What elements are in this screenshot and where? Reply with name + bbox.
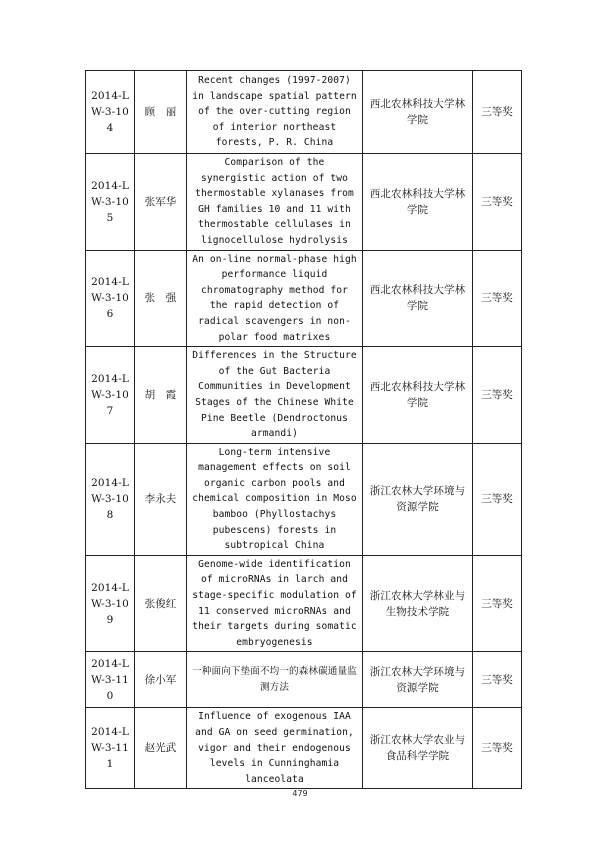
paper-title: An on-line normal-phase high performance liquid chromatography method for the rapid detection of radical scavengers in non-polar food matrixes [187, 250, 363, 347]
author-name: 赵光武 [135, 708, 187, 789]
paper-title: Comparison of the synergistic action of two thermostable xylanases from GH families 10 and 11 with thermostable cellulases in lignocellulose hydrolysis [187, 154, 363, 251]
project-code: 2014-L W-3-10 4 [86, 71, 135, 154]
paper-title: Long-term intensive management effects on soil organic carbon pools and chemical composition in Moso bamboo (Phyllostachys pubescens) forests in subtropical China [187, 443, 363, 555]
project-code: 2014-L W-3-11 1 [86, 708, 135, 789]
award-level: 三等奖 [473, 708, 522, 789]
author-name: 李永夫 [135, 443, 187, 555]
author-name: 张 强 [135, 250, 187, 347]
award-level: 三等奖 [473, 555, 522, 652]
table-row [86, 708, 522, 789]
table-row [86, 652, 522, 708]
institution: 西北农林科技大学林学院 [363, 71, 473, 154]
award-level: 三等奖 [473, 652, 522, 708]
project-code: 2014-L W-3-10 8 [86, 443, 135, 555]
award-level: 三等奖 [473, 347, 522, 444]
institution: 浙江农林大学环境与资源学院 [363, 443, 473, 555]
table-row [86, 443, 522, 555]
paper-title: 一种面向下垫面不均一的森林碳通量监测方法 [187, 652, 363, 708]
award-level: 三等奖 [473, 154, 522, 251]
paper-title: Recent changes (1997-2007) in landscape spatial pattern of the over-cutting region of interior northeast forests, P. R. China [187, 71, 363, 154]
table-row [86, 154, 522, 251]
project-code: 2014-L W-3-10 5 [86, 154, 135, 251]
author-name: 顾 丽 [135, 71, 187, 154]
project-code: 2014-L W-3-10 9 [86, 555, 135, 652]
institution: 浙江农林大学林业与生物技术学院 [363, 555, 473, 652]
table-row [86, 347, 522, 444]
award-level: 三等奖 [473, 250, 522, 347]
table-row [86, 250, 522, 347]
awards-table [85, 70, 522, 789]
author-name: 胡 霞 [135, 347, 187, 444]
paper-title: Influence of exogenous IAA and GA on seed germination, vigor and their endogenous levels in Cunninghamia lanceolata [187, 708, 363, 789]
project-code: 2014-L W-3-10 7 [86, 347, 135, 444]
table-row [86, 555, 522, 652]
table-row [86, 71, 522, 154]
award-level: 三等奖 [473, 71, 522, 154]
author-name: 张军华 [135, 154, 187, 251]
institution: 西北农林科技大学林学院 [363, 347, 473, 444]
awards-table-container [85, 70, 521, 789]
project-code: 2014-L W-3-10 6 [86, 250, 135, 347]
author-name: 张俊红 [135, 555, 187, 652]
paper-title: Genome-wide identification of microRNAs in larch and stage-specific modulation of 11 conserved microRNAs and their targets during somatic embryogenesis [187, 555, 363, 652]
project-code: 2014-L W-3-11 0 [86, 652, 135, 708]
page-number: 479 [292, 789, 308, 798]
author-name: 徐小军 [135, 652, 187, 708]
institution: 浙江农林大学农业与食品科学学院 [363, 708, 473, 789]
award-level: 三等奖 [473, 443, 522, 555]
paper-title: Differences in the Structure of the Gut Bacteria Communities in Development Stages of the Chinese White Pine Beetle (Dendroctonus armandi) [187, 347, 363, 444]
institution: 西北农林科技大学林学院 [363, 250, 473, 347]
institution: 浙江农林大学环境与资源学院 [363, 652, 473, 708]
institution: 西北农林科技大学林学院 [363, 154, 473, 251]
